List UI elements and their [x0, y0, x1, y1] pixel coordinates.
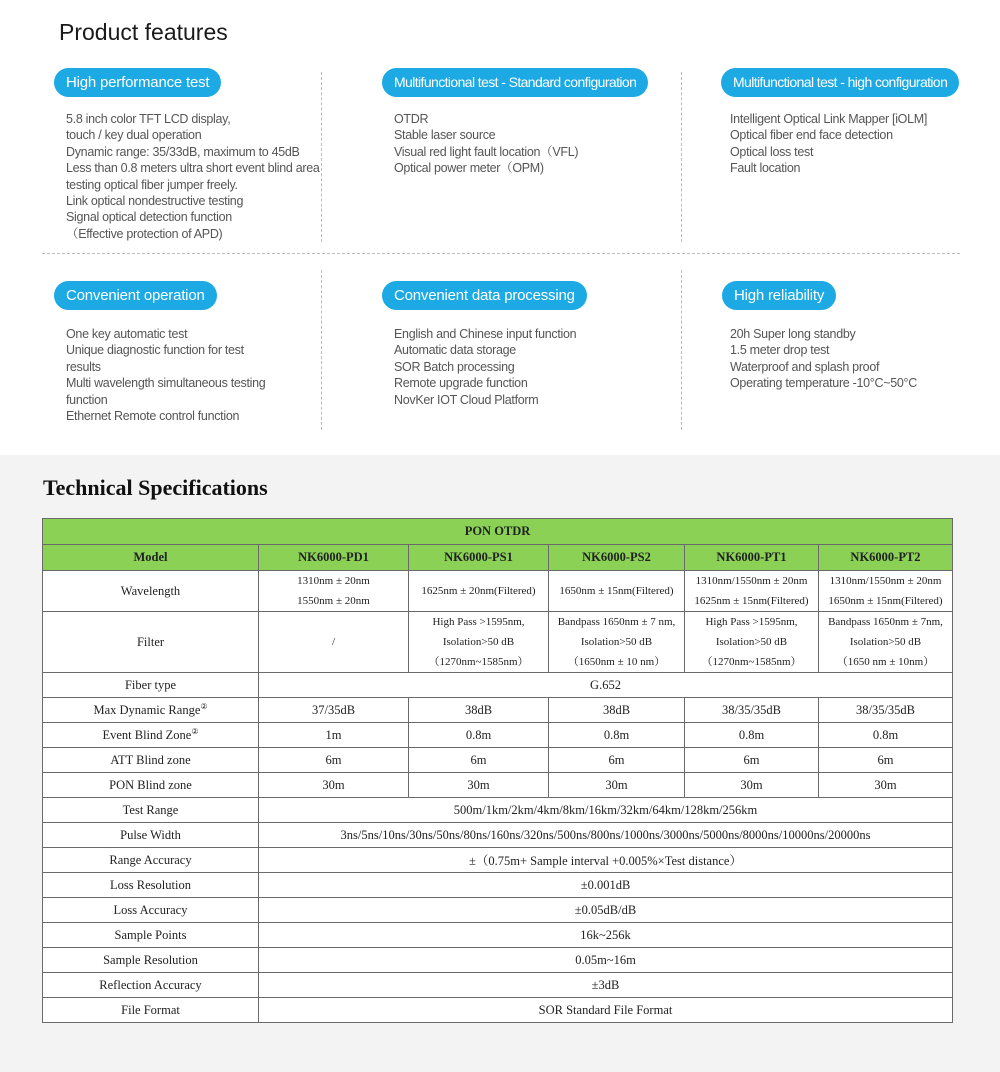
product-features-section [0, 0, 1000, 455]
filter-value: / [259, 612, 409, 673]
reflection-accuracy-label: Reflection Accuracy [43, 973, 259, 998]
reflection-accuracy-value: ±3dB [259, 973, 953, 998]
technical-specifications-section [0, 455, 1000, 1072]
feature-item: 5.8 inch color TFT LCD display, [66, 112, 231, 126]
feature-item: SOR Batch processing [394, 359, 515, 374]
column-divider [681, 270, 682, 430]
loss-accuracy-value: ±0.05dB/dB [259, 898, 953, 923]
feature-heading-high-reliability: High reliability [722, 281, 836, 310]
feature-item: Optical power meter（OPM) [394, 161, 544, 176]
feature-item: Optical loss test [730, 144, 814, 159]
max-dynamic-range-value: 38/35/35dB [819, 698, 953, 723]
column-divider [321, 270, 322, 430]
filter-label: Filter [43, 612, 259, 673]
feature-item: 1.5 meter drop test [730, 343, 830, 358]
att-blind-zone-value: 6m [819, 748, 953, 773]
model-name: NK6000-PT1 [685, 545, 819, 571]
pon-blind-zone-value: 30m [549, 773, 685, 798]
max-dynamic-range-label: Max Dynamic Range② [43, 698, 259, 723]
product-features-title: Product features [59, 19, 228, 45]
feature-item: OTDR [394, 112, 429, 126]
feature-item: Ethernet Remote control function [66, 409, 240, 424]
feature-list-convenient-data-processing [394, 326, 576, 408]
feature-item: Optical fiber end face detection [730, 128, 893, 143]
wavelength-value: 1650nm ± 15nm(Filtered) [549, 571, 685, 612]
feature-item: Fault location [730, 161, 801, 176]
fiber-type-label: Fiber type [43, 673, 259, 698]
feature-heading-convenient-data-processing: Convenient data processing [382, 281, 587, 310]
feature-list-convenient-operation [66, 326, 265, 424]
test-range-value: 500m/1km/2km/4km/8km/16km/32km/64km/128km/256km [259, 798, 953, 823]
column-divider [681, 72, 682, 242]
loss-resolution-value: ±0.001dB [259, 873, 953, 898]
feature-heading-high-performance-test: High performance test [54, 68, 221, 97]
model-name: NK6000-PS1 [409, 545, 549, 571]
column-divider [321, 72, 322, 242]
sample-points-label: Sample Points [43, 923, 259, 948]
feature-list-high-performance-test [66, 111, 320, 242]
filter-value: Bandpass 1650nm ± 7 nm, Isolation>50 dB （1650nm ± 10 nm） [549, 612, 685, 673]
pulse-width-label: Pulse Width [43, 823, 259, 848]
row-divider [42, 253, 960, 254]
sample-resolution-label: Sample Resolution [43, 948, 259, 973]
feature-item: function [66, 392, 108, 407]
feature-item: results [66, 359, 101, 374]
max-dynamic-range-value: 38dB [409, 698, 549, 723]
feature-item: Multi wavelength simultaneous testing [66, 376, 266, 391]
table-title: PON OTDR [43, 519, 953, 545]
feature-heading-convenient-operation: Convenient operation [54, 281, 217, 310]
feature-item: Unique diagnostic function for test [66, 343, 244, 358]
att-blind-zone-value: 6m [409, 748, 549, 773]
test-range-label: Test Range [43, 798, 259, 823]
model-label: Model [43, 545, 259, 571]
att-blind-zone-value: 6m [685, 748, 819, 773]
feature-item: NovKer IOT Cloud Platform [394, 392, 539, 407]
feature-heading-high-configuration: Multifunctional test - high configuration [721, 68, 959, 97]
feature-item: Signal optical detection function [66, 210, 232, 225]
feature-item: Dynamic range: 35/33dB, maximum to 45dB [66, 144, 300, 159]
feature-list-standard-configuration [394, 111, 578, 177]
event-blind-zone-value: 0.8m [549, 723, 685, 748]
loss-resolution-label: Loss Resolution [43, 873, 259, 898]
range-accuracy-label: Range Accuracy [43, 848, 259, 873]
feature-item: 20h Super long standby [730, 327, 856, 341]
pon-blind-zone-label: PON Blind zone [43, 773, 259, 798]
feature-item: Remote upgrade function [394, 376, 528, 391]
feature-item: Link optical nondestructive testing [66, 194, 244, 209]
sample-resolution-value: 0.05m~16m [259, 948, 953, 973]
pon-blind-zone-value: 30m [819, 773, 953, 798]
feature-item: testing optical fiber jumper freely. [66, 177, 238, 192]
model-name: NK6000-PS2 [549, 545, 685, 571]
max-dynamic-range-value: 38/35/35dB [685, 698, 819, 723]
file-format-value: SOR Standard File Format [259, 998, 953, 1023]
pon-blind-zone-value: 30m [259, 773, 409, 798]
wavelength-value: 1310nm/1550nm ± 20nm 1650nm ± 15nm(Filtered) [819, 571, 953, 612]
pon-blind-zone-value: 30m [409, 773, 549, 798]
model-name: NK6000-PT2 [819, 545, 953, 571]
wavelength-label: Wavelength [43, 571, 259, 612]
file-format-label: File Format [43, 998, 259, 1023]
sample-points-value: 16k~256k [259, 923, 953, 948]
feature-heading-standard-configuration: Multifunctional test - Standard configuration [382, 68, 648, 97]
att-blind-zone-value: 6m [259, 748, 409, 773]
range-accuracy-value: ±（0.75m+ Sample interval +0.005%×Test distance） [259, 848, 953, 873]
feature-item: Less than 0.8 meters ultra short event blind area [66, 161, 320, 176]
event-blind-zone-value: 0.8m [685, 723, 819, 748]
feature-item: English and Chinese input function [394, 327, 577, 341]
att-blind-zone-value: 6m [549, 748, 685, 773]
loss-accuracy-label: Loss Accuracy [43, 898, 259, 923]
max-dynamic-range-value: 37/35dB [259, 698, 409, 723]
filter-value: High Pass >1595nm, Isolation>50 dB （1270nm~1585nm） [685, 612, 819, 673]
feature-item: Visual red light fault location（VFL) [394, 144, 579, 159]
model-name: NK6000-PD1 [259, 545, 409, 571]
spec-table [42, 518, 953, 1023]
pulse-width-value: 3ns/5ns/10ns/30ns/50ns/80ns/160ns/320ns/500ns/800ns/1000ns/3000ns/5000ns/8000ns/10000ns/20000ns [259, 823, 953, 848]
max-dynamic-range-value: 38dB [549, 698, 685, 723]
event-blind-zone-label: Event Blind Zone② [43, 723, 259, 748]
wavelength-value: 1310nm/1550nm ± 20nm 1625nm ± 15nm(Filtered) [685, 571, 819, 612]
feature-item: Intelligent Optical Link Mapper [iOLM] [730, 112, 928, 126]
feature-item: Operating temperature -10°C~50°C [730, 376, 917, 391]
feature-item: Waterproof and splash proof [730, 359, 880, 374]
event-blind-zone-value: 0.8m [409, 723, 549, 748]
feature-list-high-reliability [730, 326, 917, 392]
fiber-type-value: G.652 [259, 673, 953, 698]
filter-value: Bandpass 1650nm ± 7nm, Isolation>50 dB （1650 nm ± 10nm） [819, 612, 953, 673]
feature-item: touch / key dual operation [66, 128, 202, 143]
att-blind-zone-label: ATT Blind zone [43, 748, 259, 773]
wavelength-value: 1625nm ± 20nm(Filtered) [409, 571, 549, 612]
event-blind-zone-value: 0.8m [819, 723, 953, 748]
feature-item: One key automatic test [66, 327, 188, 341]
feature-list-high-configuration [730, 111, 927, 177]
pon-blind-zone-value: 30m [685, 773, 819, 798]
wavelength-value: 1310nm ± 20nm 1550nm ± 20nm [259, 571, 409, 612]
feature-item: Stable laser source [394, 128, 496, 143]
filter-value: High Pass >1595nm, Isolation>50 dB （1270nm~1585nm） [409, 612, 549, 673]
event-blind-zone-value: 1m [259, 723, 409, 748]
technical-specifications-title: Technical Specifications [43, 475, 268, 500]
feature-item: Automatic data storage [394, 343, 516, 358]
feature-item: （Effective protection of APD) [66, 226, 223, 241]
